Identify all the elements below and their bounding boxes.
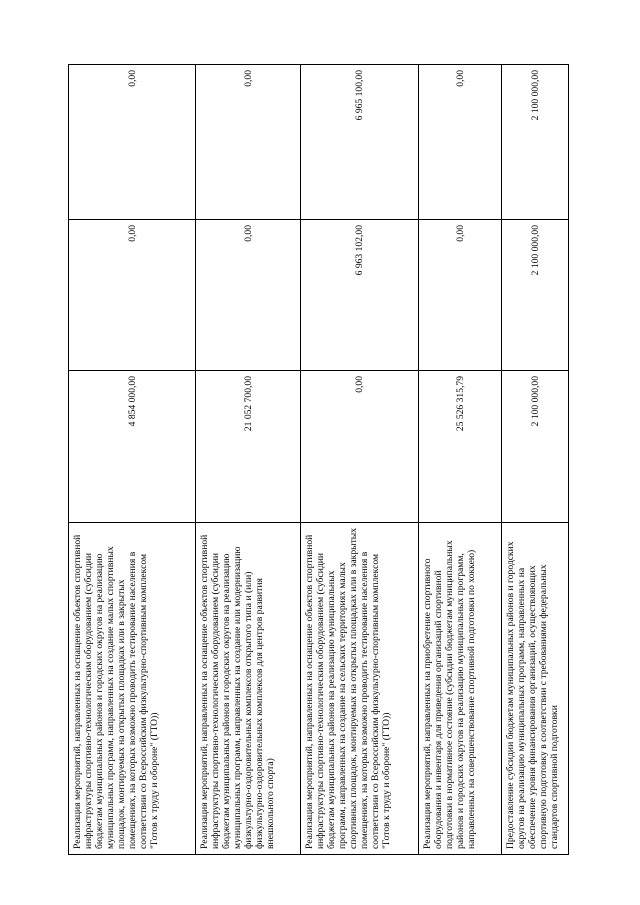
row-amount-2: 0,00 — [69, 220, 196, 371]
row-description: Реализация мероприятий, направленных на оснащение объектов спортивной инфраструктуры спортивно-технологическим оборудованием (субсидии бюджетам муниципальных районов и городских округов на реализацию муниципальных программ, направленных на создание малых спортивных площадок, монтируемых на открытых площадках или в закрытых помещениях, на которых возможно проводить тестирование населения в соответствии со Всероссийским физкультурно-спортивным комплексом "Готов к труду и обороне" (ГТО)) — [69, 523, 196, 855]
row-description: Реализация мероприятий, направленных на оснащение объектов спортивной инфраструктуры спортивно-технологическим оборудованием (субсидии бюджетам муниципальных районов и городских округов на реализацию муниципальных программ, направленных на создание или модернизацию физкультурно-оздоровительных комплексов открытого типа и (или) физкультурно-оздоровительных комплексов для центров развития внешкольного спорта) — [196, 523, 301, 855]
row-description: Предоставление субсидии бюджетам муниципальных районов и городских округов на реализацию муниципальных программ, направленных на обеспечение уровня финансирования организаций, осуществляющих спортивную подготовку в соответствии с требованиями федеральных стандартов спортивной подготовки — [502, 523, 569, 855]
rotated-page — [68, 65, 568, 855]
table-row — [301, 65, 419, 855]
row-amount-1: 21 052 700,00 — [196, 371, 301, 523]
subsidy-table — [68, 64, 569, 855]
row-amount-3: 0,00 — [419, 65, 502, 220]
row-amount-2: 0,00 — [419, 220, 502, 371]
row-amount-2: 6 963 102,00 — [301, 220, 419, 371]
row-amount-2: 2 100 000,00 — [502, 220, 569, 371]
row-amount-1: 4 854 000,00 — [69, 371, 196, 523]
table-row — [196, 65, 301, 855]
row-amount-1: 2 100 000,00 — [502, 371, 569, 523]
row-amount-2: 0,00 — [196, 220, 301, 371]
row-description: Реализация мероприятий, направленных на оснащение объектов спортивной инфраструктуры спортивно-технологическим оборудованием (субсидии бюджетам муниципальных районов на реализацию муниципальных программ, направленных на создание на сельских территориях малых спортивных площадок, монтируемых на открытых площадках или в закрытых помещениях, на которых возможно проводить тестирование населения в соответствии со Всероссийским физкультурно-спортивным комплексом "Готов к труду и обороне" (ГТО)) — [301, 523, 419, 855]
row-amount-3: 2 100 000,00 — [502, 65, 569, 220]
row-amount-1: 25 526 315,79 — [419, 371, 502, 523]
table-row — [419, 65, 502, 855]
table-row — [69, 65, 196, 855]
row-amount-3: 0,00 — [196, 65, 301, 220]
row-amount-3: 6 965 100,00 — [301, 65, 419, 220]
table-row — [502, 65, 569, 855]
row-description: Реализация мероприятий, направленных на приобретение спортивного оборудования и инвентаря для приведения организаций спортивной подготовки в нормативное состояние (субсидии бюджетам муниципальных районов и городских округов на реализацию муниципальных программ, направленных на совершенствование спортивной подготовки по хоккею) — [419, 523, 502, 855]
row-amount-3: 0,00 — [69, 65, 196, 220]
row-amount-1: 0,00 — [301, 371, 419, 523]
